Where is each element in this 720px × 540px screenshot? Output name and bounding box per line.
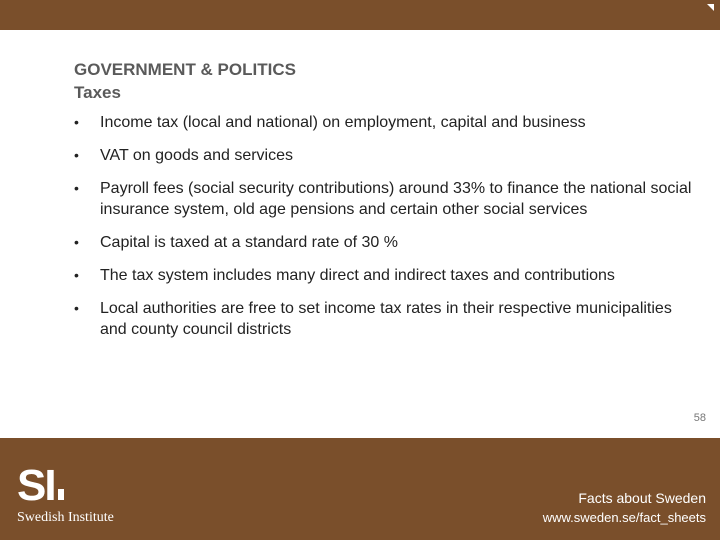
bullet-icon: •	[74, 147, 79, 163]
bullet-item	[74, 112, 694, 133]
slide-heading	[74, 58, 674, 104]
heading-topic: Taxes	[74, 83, 121, 102]
top-bar	[0, 0, 720, 30]
bullet-item	[74, 145, 694, 166]
bullet-icon: •	[74, 180, 79, 196]
bullet-icon: •	[74, 300, 79, 316]
bullet-item	[74, 232, 694, 253]
logo-mark-text: SI	[17, 461, 55, 510]
bullet-text: Capital is taxed at a standard rate of 30 %	[100, 234, 398, 251]
bullet-text: VAT on goods and services	[100, 147, 293, 164]
footer-title: Facts about Sweden	[578, 490, 706, 506]
corner-arrow-icon	[707, 4, 714, 11]
bullet-text: Local authorities are free to set income tax rates in their respective municipalities and county council districts	[100, 300, 672, 338]
logo-text: Swedish Institute	[17, 510, 114, 525]
bullet-item	[74, 265, 694, 286]
bullet-item	[74, 178, 694, 220]
bullet-icon: •	[74, 267, 79, 283]
bullet-text: Payroll fees (social security contributions) around 33% to finance the national social insurance system, old age pensions and certain other social services	[100, 180, 692, 218]
bullet-item	[74, 298, 694, 340]
logo-bar-icon	[58, 489, 64, 500]
heading-section: GOVERNMENT & POLITICS	[74, 60, 296, 79]
bullet-icon: •	[74, 114, 79, 130]
bullet-text: Income tax (local and national) on employment, capital and business	[100, 114, 586, 131]
swedish-institute-logo	[17, 461, 64, 510]
bullet-text: The tax system includes many direct and indirect taxes and contributions	[100, 267, 615, 284]
bullet-list	[74, 112, 694, 352]
bullet-icon: •	[74, 234, 79, 250]
footer-url: www.sweden.se/fact_sheets	[542, 510, 706, 525]
page-number: 58	[693, 412, 706, 424]
